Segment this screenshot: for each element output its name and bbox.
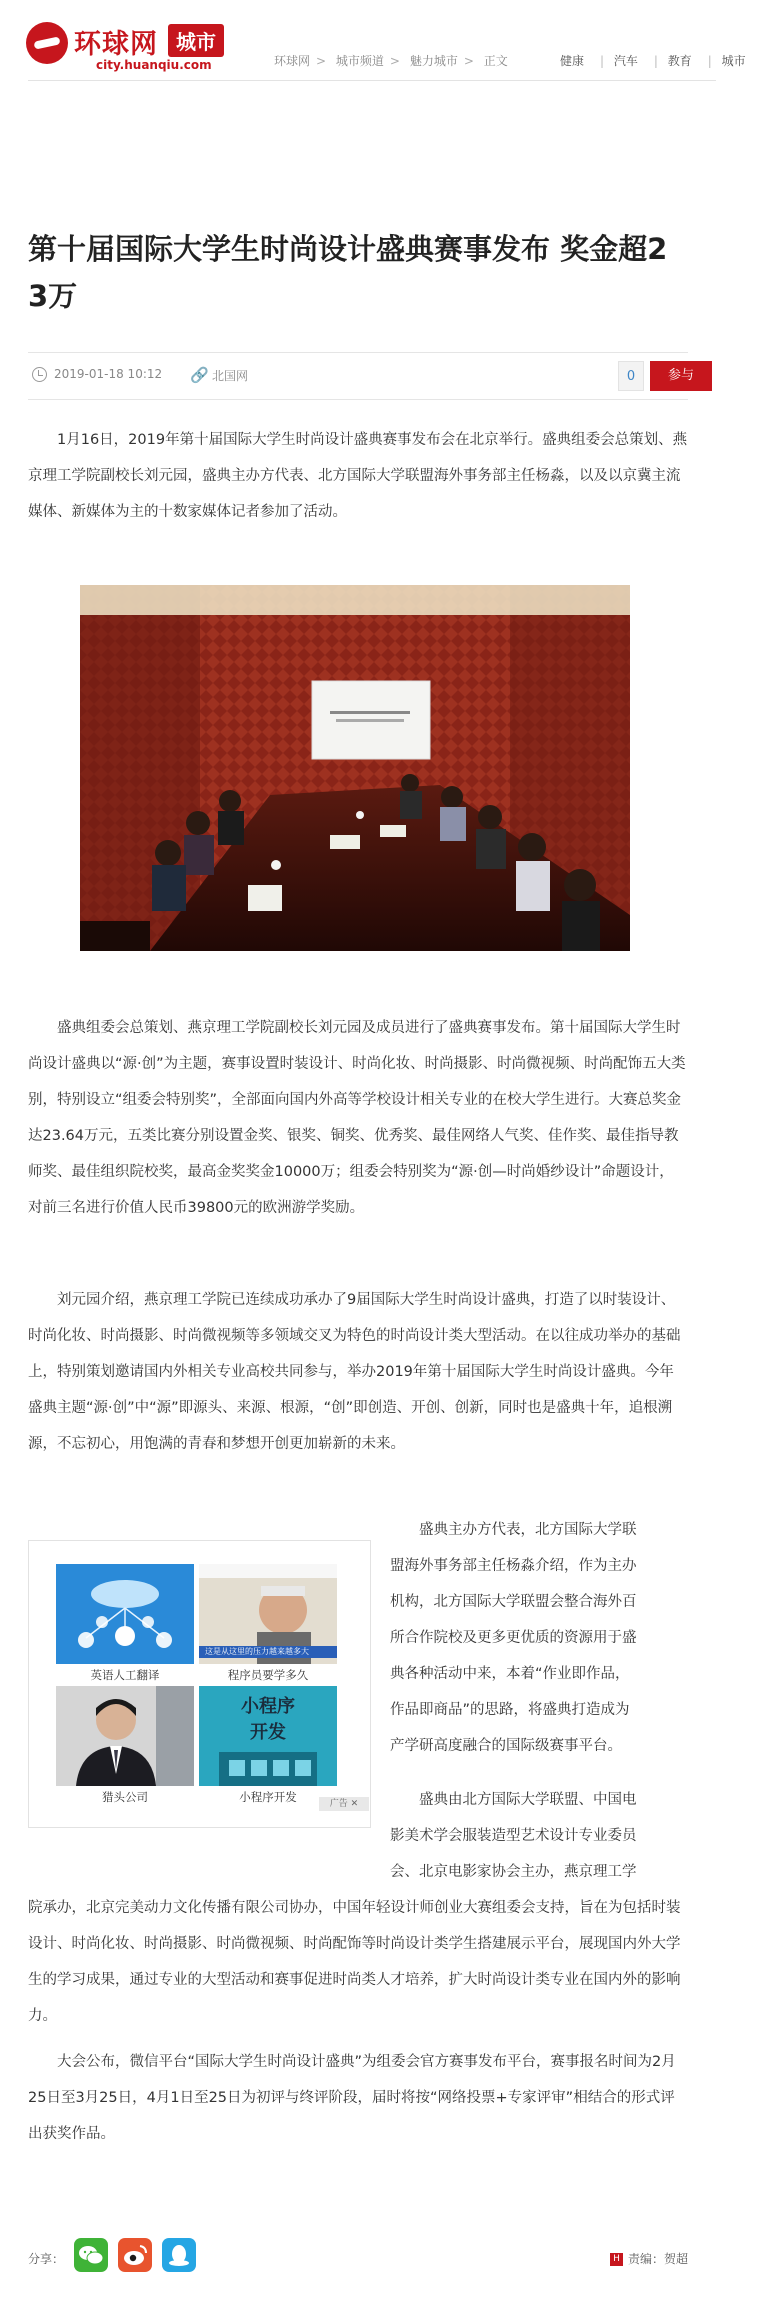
editor-credit	[610, 2250, 688, 2267]
clock-icon	[32, 367, 47, 382]
weibo-share-button[interactable]	[118, 2238, 152, 2272]
city-badge: 城市	[168, 24, 224, 57]
ad-tile-programmer[interactable]	[199, 1564, 337, 1664]
article-paragraph-1: 1月16日，2019年第十届国际大学生时尚设计盛典赛事发布会在北京举行。盛典组委会总策划、燕京理工学院副校长刘元园，盛典主办方代表、北方国际大学联盟海外事务部主任杨淼，以及以京冀主流媒体、新媒体为主的十数家媒体记者参加了活动。	[28, 432, 688, 520]
ad-tile-title: 开发	[250, 1722, 286, 1743]
breadcrumb	[274, 52, 508, 69]
share-label: 分享：	[28, 2252, 65, 2266]
ad-tag[interactable]	[319, 1797, 369, 1811]
paragraph-line: 盛典由北方国际大学联盟、中国电	[419, 1792, 637, 1808]
article-title-line-2: 3万	[28, 279, 78, 313]
comment-count[interactable]: 0	[618, 361, 644, 391]
ad-tile-title: 小程序	[241, 1696, 295, 1717]
ad-caption[interactable]: 猎头公司	[102, 1790, 148, 1804]
nav-link-city[interactable]: 城市	[721, 54, 746, 68]
paragraph-line: 作品即商品”的思路，将盛典打造成为	[390, 1702, 630, 1718]
header-divider	[28, 80, 716, 81]
article-paragraph-5-wrap	[390, 1782, 688, 1890]
article-paragraph-3: 刘元园介绍，燕京理工学院已连续成功承办了9届国际大学生时尚设计盛典，打造了以时装设计、时尚化妆、时尚摄影、时尚微视频等多领域交叉为特色的时尚设计类大型活动。在以往成功举办的基础上，特别策划邀请国内外相关专业高校共同参与，举办2019年第十届国际大学生时尚设计盛典。今年盛典主题“源·创”中“源”即源头、来源、根源，“创”即创造、开创、创新，同时也是盛典十年，追根溯源，不忘初心，用饱满的青春和梦想开创更加崭新的未来。	[28, 1292, 681, 1452]
site-domain: city.huanqiu.com	[96, 58, 212, 72]
site-logo[interactable]	[26, 20, 246, 74]
top-nav	[560, 52, 762, 69]
link-icon: 🔗	[190, 366, 209, 384]
nav-separator: |	[600, 54, 605, 68]
ad-label: 广告	[329, 1799, 348, 1809]
breadcrumb-item[interactable]: 魅力城市	[409, 54, 458, 68]
businessman-image	[56, 1686, 194, 1786]
close-icon[interactable]: ✕	[350, 1799, 359, 1809]
ad-block	[28, 1540, 371, 1828]
ad-tile-news-text: 这是从这里的压力越来越多大	[205, 1647, 309, 1656]
site-header	[0, 0, 746, 82]
article-meta	[28, 352, 694, 400]
article-title-line-1: 第十届国际大学生时尚设计盛典赛事发布 奖金超2	[28, 232, 668, 266]
paragraph-line: 机构，北方国际大学联盟会整合海外百	[390, 1594, 637, 1610]
breadcrumb-item[interactable]: 城市频道	[335, 54, 384, 68]
breadcrumb-item[interactable]: 环球网	[274, 54, 311, 68]
breadcrumb-separator: >	[316, 54, 327, 68]
share-bar	[28, 2234, 688, 2282]
qq-share-button[interactable]	[162, 2238, 196, 2272]
ad-tile-translation[interactable]	[56, 1564, 194, 1664]
breadcrumb-item: 正文	[483, 54, 508, 68]
paragraph-line: 盛典主办方代表，北方国际大学联	[419, 1522, 637, 1538]
ad-caption[interactable]: 程序员要学多久	[227, 1668, 309, 1682]
article-title	[28, 226, 688, 320]
breadcrumb-separator: >	[389, 54, 400, 68]
globe-logo-icon	[26, 22, 68, 64]
article-paragraph-2: 盛典组委会总策划、燕京理工学院副校长刘元园及成员进行了盛典赛事发布。第十届国际大学生时尚设计盛典以“源·创”为主题，赛事设置时装设计、时尚化妆、时尚摄影、时尚微视频、时尚配饰五大类别，特别设立“组委会特别奖”，全部面向国内外高等学校设计相关专业的在校大学生进行。大赛总奖金达23.64万元，五类比赛分别设置金奖、银奖、铜奖、优秀奖、最佳网络人气奖、佳作奖、最佳指导教师奖、最佳组织院校奖，最高金奖奖金10000万；组委会特别奖为“源·创—时尚婚纱设计”命题设计，对前三名进行价值人民币39800元的欧洲游学奖励。	[28, 1020, 686, 1216]
nav-separator: |	[653, 54, 658, 68]
qq-icon	[162, 2238, 196, 2272]
paragraph-line: 会、北京电影家协会主办，燕京理工学	[390, 1864, 637, 1880]
article-source[interactable]: 北国网	[212, 369, 249, 383]
paragraph-line: 影美术学会服装造型艺术设计专业委员	[390, 1828, 637, 1844]
meeting-photo-image	[80, 585, 630, 951]
network-people-icon	[56, 1564, 194, 1664]
weibo-icon	[118, 2238, 152, 2272]
ad-caption[interactable]: 英语人工翻译	[90, 1668, 160, 1682]
article-paragraph-4	[390, 1512, 688, 1764]
paragraph-line: 产学研高度融合的国际级赛事平台。	[390, 1738, 622, 1754]
wechat-share-button[interactable]	[74, 2238, 108, 2272]
join-comment-button[interactable]: 参与	[650, 361, 712, 391]
paragraph-line: 所合作院校及更多更优质的资源用于盛	[390, 1630, 637, 1646]
nav-separator: |	[707, 54, 712, 68]
article-paragraph-5-rest: 院承办，北京完美动力文化传播有限公司协办，中国年轻设计师创业大赛组委会支持，旨在为包括时装设计、时尚化妆、时尚摄影、时尚微视频、时尚配饰等时尚设计类学生搭建展示平台，展现国内外大学生的学习成果，通过专业的大型活动和赛事促进时尚类人才培养，扩大时尚设计类专业在国内外的影响力。	[28, 1900, 681, 2024]
ad-tile-headhunter[interactable]	[56, 1686, 194, 1786]
editor-icon: H	[610, 2253, 623, 2266]
nav-link-education[interactable]: 教育	[667, 54, 692, 68]
paragraph-line: 盟海外事务部主任杨淼介绍，作为主办	[390, 1558, 637, 1574]
nav-link-auto[interactable]: 汽车	[613, 54, 638, 68]
editor-text: 责编：贺超	[627, 2252, 688, 2266]
ad-tile-miniprogram[interactable]	[199, 1686, 337, 1786]
ad-caption[interactable]: 小程序开发	[239, 1790, 297, 1804]
breadcrumb-separator: >	[463, 54, 474, 68]
nav-link-health[interactable]: 健康	[560, 54, 585, 68]
brand-name: 环球网	[74, 29, 158, 60]
publish-date: 2019-01-18 10:12	[54, 367, 163, 381]
paragraph-line: 典各种活动中来，本着“作业即作品，	[390, 1666, 630, 1682]
article-paragraph-6: 大会公布，微信平台“国际大学生时尚设计盛典”为组委会官方赛事发布平台，赛事报名时间为2月25日至3月25日，4月1日至25日为初评与终评阶段，届时将按“网络投票+专家评审”相结合的形式评出获奖作品。	[28, 2054, 676, 2142]
meeting-photo	[80, 585, 630, 951]
wechat-icon	[74, 2238, 108, 2272]
